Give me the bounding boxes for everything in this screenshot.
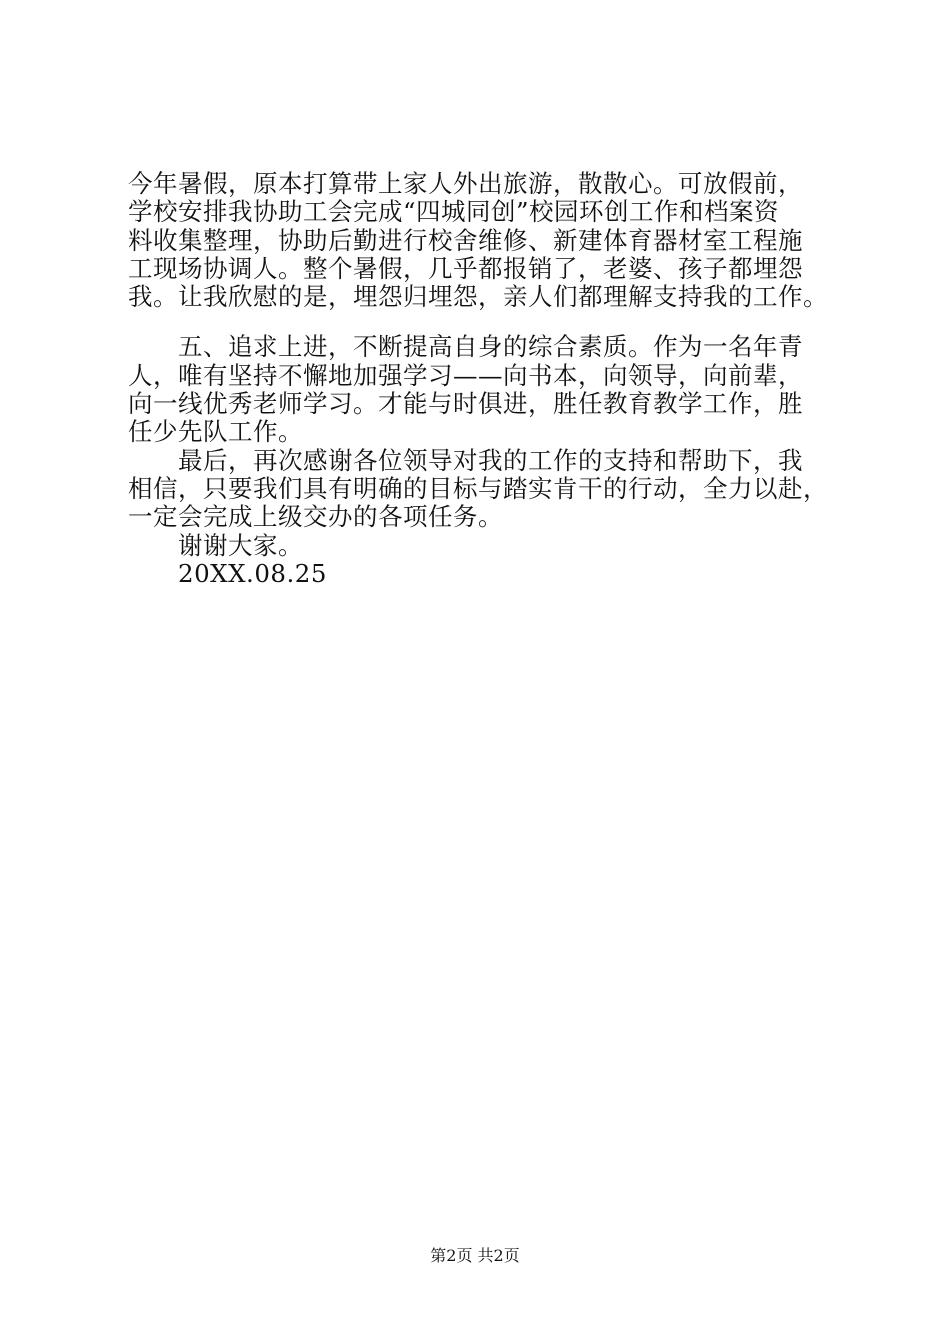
paragraph-line: 一定会完成上级交办的各项任务。 xyxy=(128,502,503,532)
paragraph-line: 相信，只要我们具有明确的目标与踏实肯干的行动，全力以赴， xyxy=(128,473,828,503)
paragraph-2 xyxy=(128,333,848,446)
paragraph-line: 料收集整理，协助后勤进行校舍维修、新建体育器材室工程施 xyxy=(128,225,803,255)
paragraph-1 xyxy=(128,170,848,311)
paragraph-line: 工现场协调人。整个暑假，几乎都报销了，老婆、孩子都埋怨 xyxy=(128,253,803,283)
paragraph-line: 今年暑假，原本打算带上家人外出旅游，散散心。可放假前， xyxy=(128,169,803,198)
paragraph-line: 最后，再次感谢各位领导对我的工作的支持和帮助下，我 xyxy=(178,445,803,475)
paragraph-line: 五、追求上进，不断提高自身的综合素质。作为一名年青 xyxy=(178,332,803,362)
paragraph-line: 我。让我欣慰的是，埋怨归埋怨，亲人们都理解支持我的工作。 xyxy=(128,282,828,312)
paragraph-spacer xyxy=(128,311,848,333)
paragraph-line: 向一线优秀老师学习。才能与时俱进，胜任教育教学工作，胜 xyxy=(128,389,803,419)
paragraph-line: 学校安排我协助工会完成“四城同创”校园环创工作和档案资 xyxy=(128,197,780,227)
page-footer: 第2页 共2页 xyxy=(430,1246,520,1265)
closing-line: 谢谢大家。 xyxy=(178,530,303,560)
date-line: 20XX.08.25 xyxy=(178,558,327,588)
paragraph-line: 人，唯有坚持不懈地加强学习——向书本，向领导，向前辈， xyxy=(128,360,803,390)
paragraph-line: 任少先队工作。 xyxy=(128,417,303,447)
document-body xyxy=(128,170,848,588)
paragraph-3 xyxy=(128,447,848,532)
